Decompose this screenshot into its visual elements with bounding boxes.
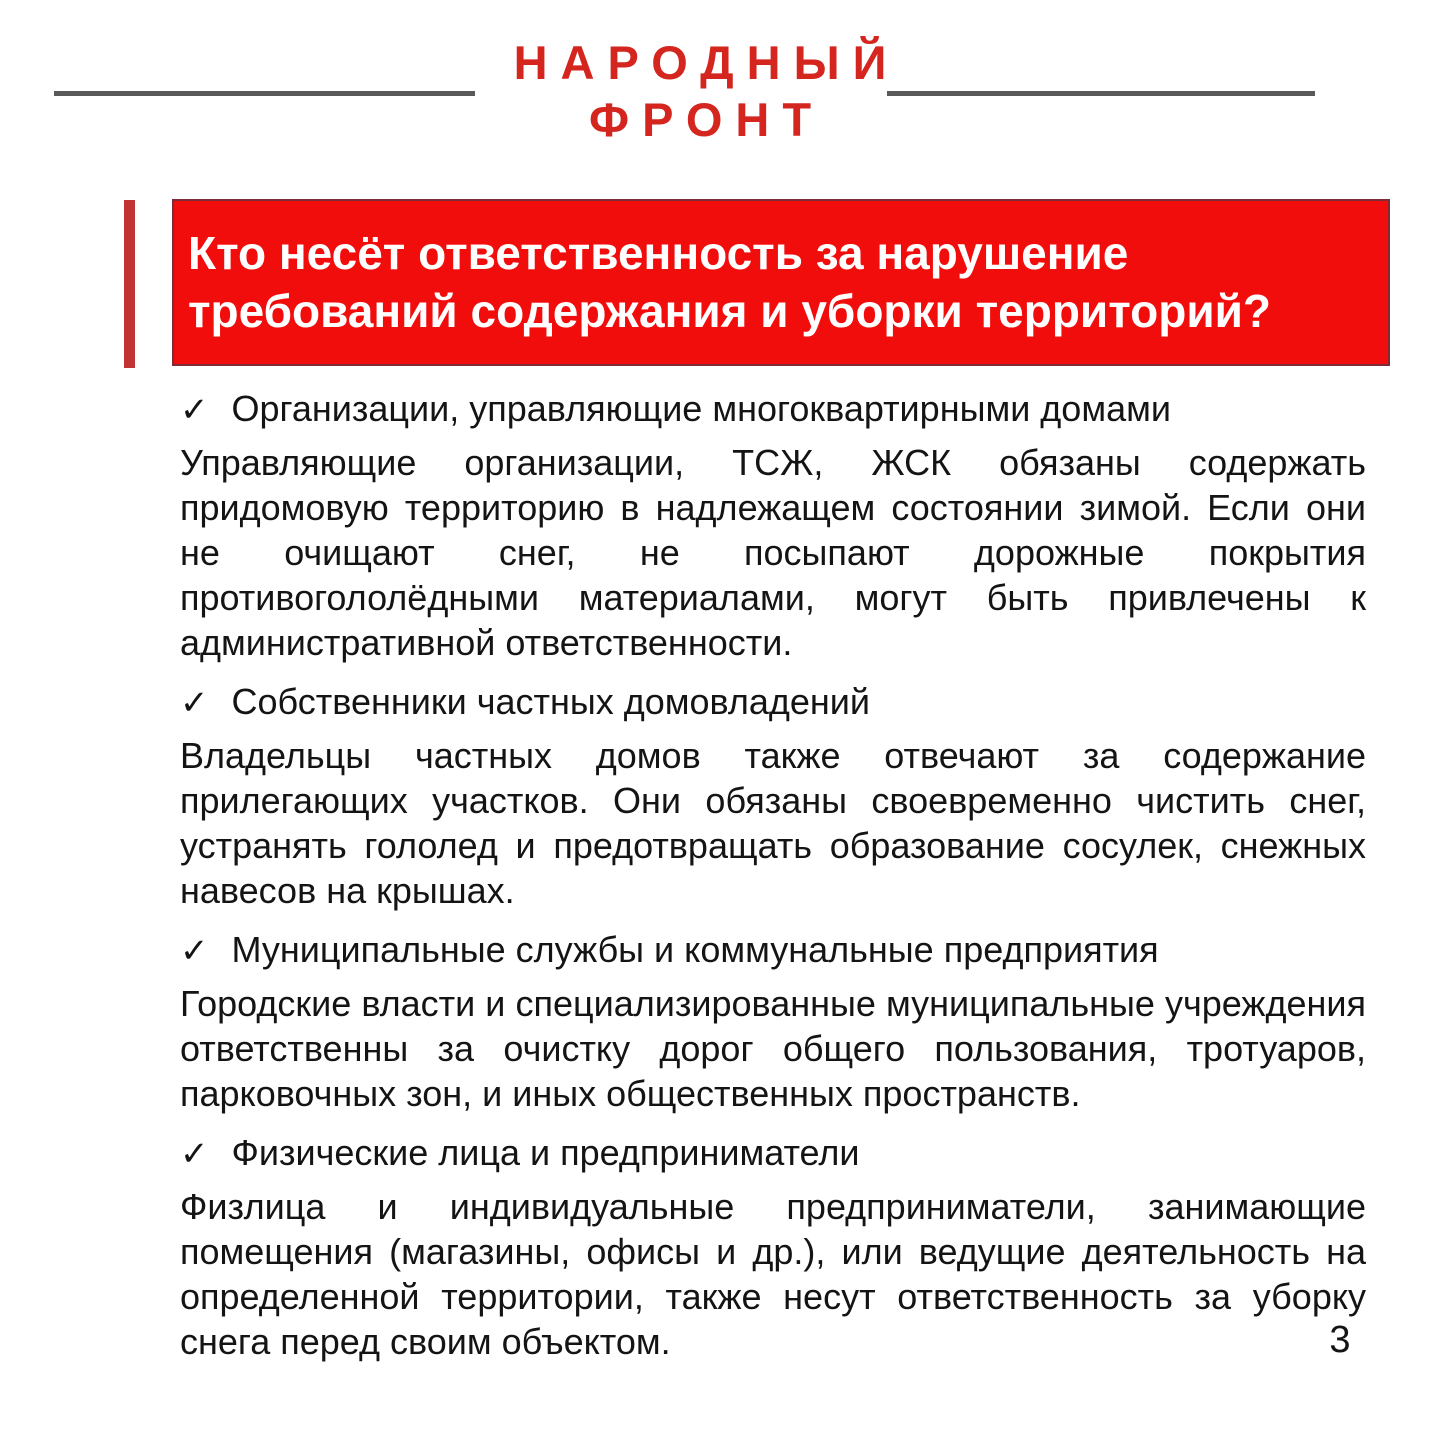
title-accent-bar [124,200,135,368]
checkmark-icon: ✓ [180,391,209,429]
page-title-line-1: Кто несёт ответственность за нарушение [188,227,1129,279]
section-body-text: Физлица и индивидуальные предприниматели, занимающие помещения (магазины, офисы и др.), или ведущие деятельность на определенной территории, также несут ответственность за уборку снега перед своим объектом. [180,1186,1366,1362]
section-body-text: Управляющие организации, ТСЖ, ЖСК обязаны содержать придомовую территорию в надлежащем состоянии зимой. Если они не очищают снег, не посыпают дорожные покрытия противогололёдными материалами, могут быть привлечены к административной ответственности. [180,442,1366,663]
checkmark-icon: ✓ [180,1135,209,1173]
content-area [180,386,1366,1378]
header-rule-right [887,91,1315,96]
narodny-front-logo [465,34,935,148]
section-municipal-services [180,927,1366,1116]
header-rule-left [54,91,475,96]
title-banner [172,199,1390,366]
checkmark-icon: ✓ [180,932,209,970]
logo-line-2: ФРОНТ [588,93,825,146]
page-number: 3 [1329,1319,1351,1361]
section-managing-organizations [180,386,1366,665]
section-heading [180,386,1366,433]
logo-line-1: НАРОДНЫЙ [513,36,900,89]
page-title-line-2: требований содержания и уборки территорий? [188,285,1271,337]
section-heading [180,927,1366,974]
section-body-text: Владельцы частных домов также отвечают за содержание прилегающих участков. Они обязаны своевременно чистить снег, устранять гололед и предотвращать образование сосулек, снежных навесов на крышах. [180,735,1366,911]
section-private-homeowners [180,679,1366,913]
section-body-text: Городские власти и специализированные муниципальные учреждения ответственны за очистку дорог общего пользования, тротуаров, парковочных зон, и иных общественных пространств. [180,983,1366,1114]
section-heading-text: Собственники частных домовладений [231,681,870,722]
checkmark-icon: ✓ [180,684,209,722]
section-heading-text: Муниципальные службы и коммунальные предприятия [231,929,1159,970]
section-heading [180,679,1366,726]
section-heading [180,1130,1366,1177]
section-heading-text: Физические лица и предприниматели [231,1132,860,1173]
section-individuals-entrepreneurs [180,1130,1366,1364]
section-heading-text: Организации, управляющие многоквартирными домами [231,388,1171,429]
